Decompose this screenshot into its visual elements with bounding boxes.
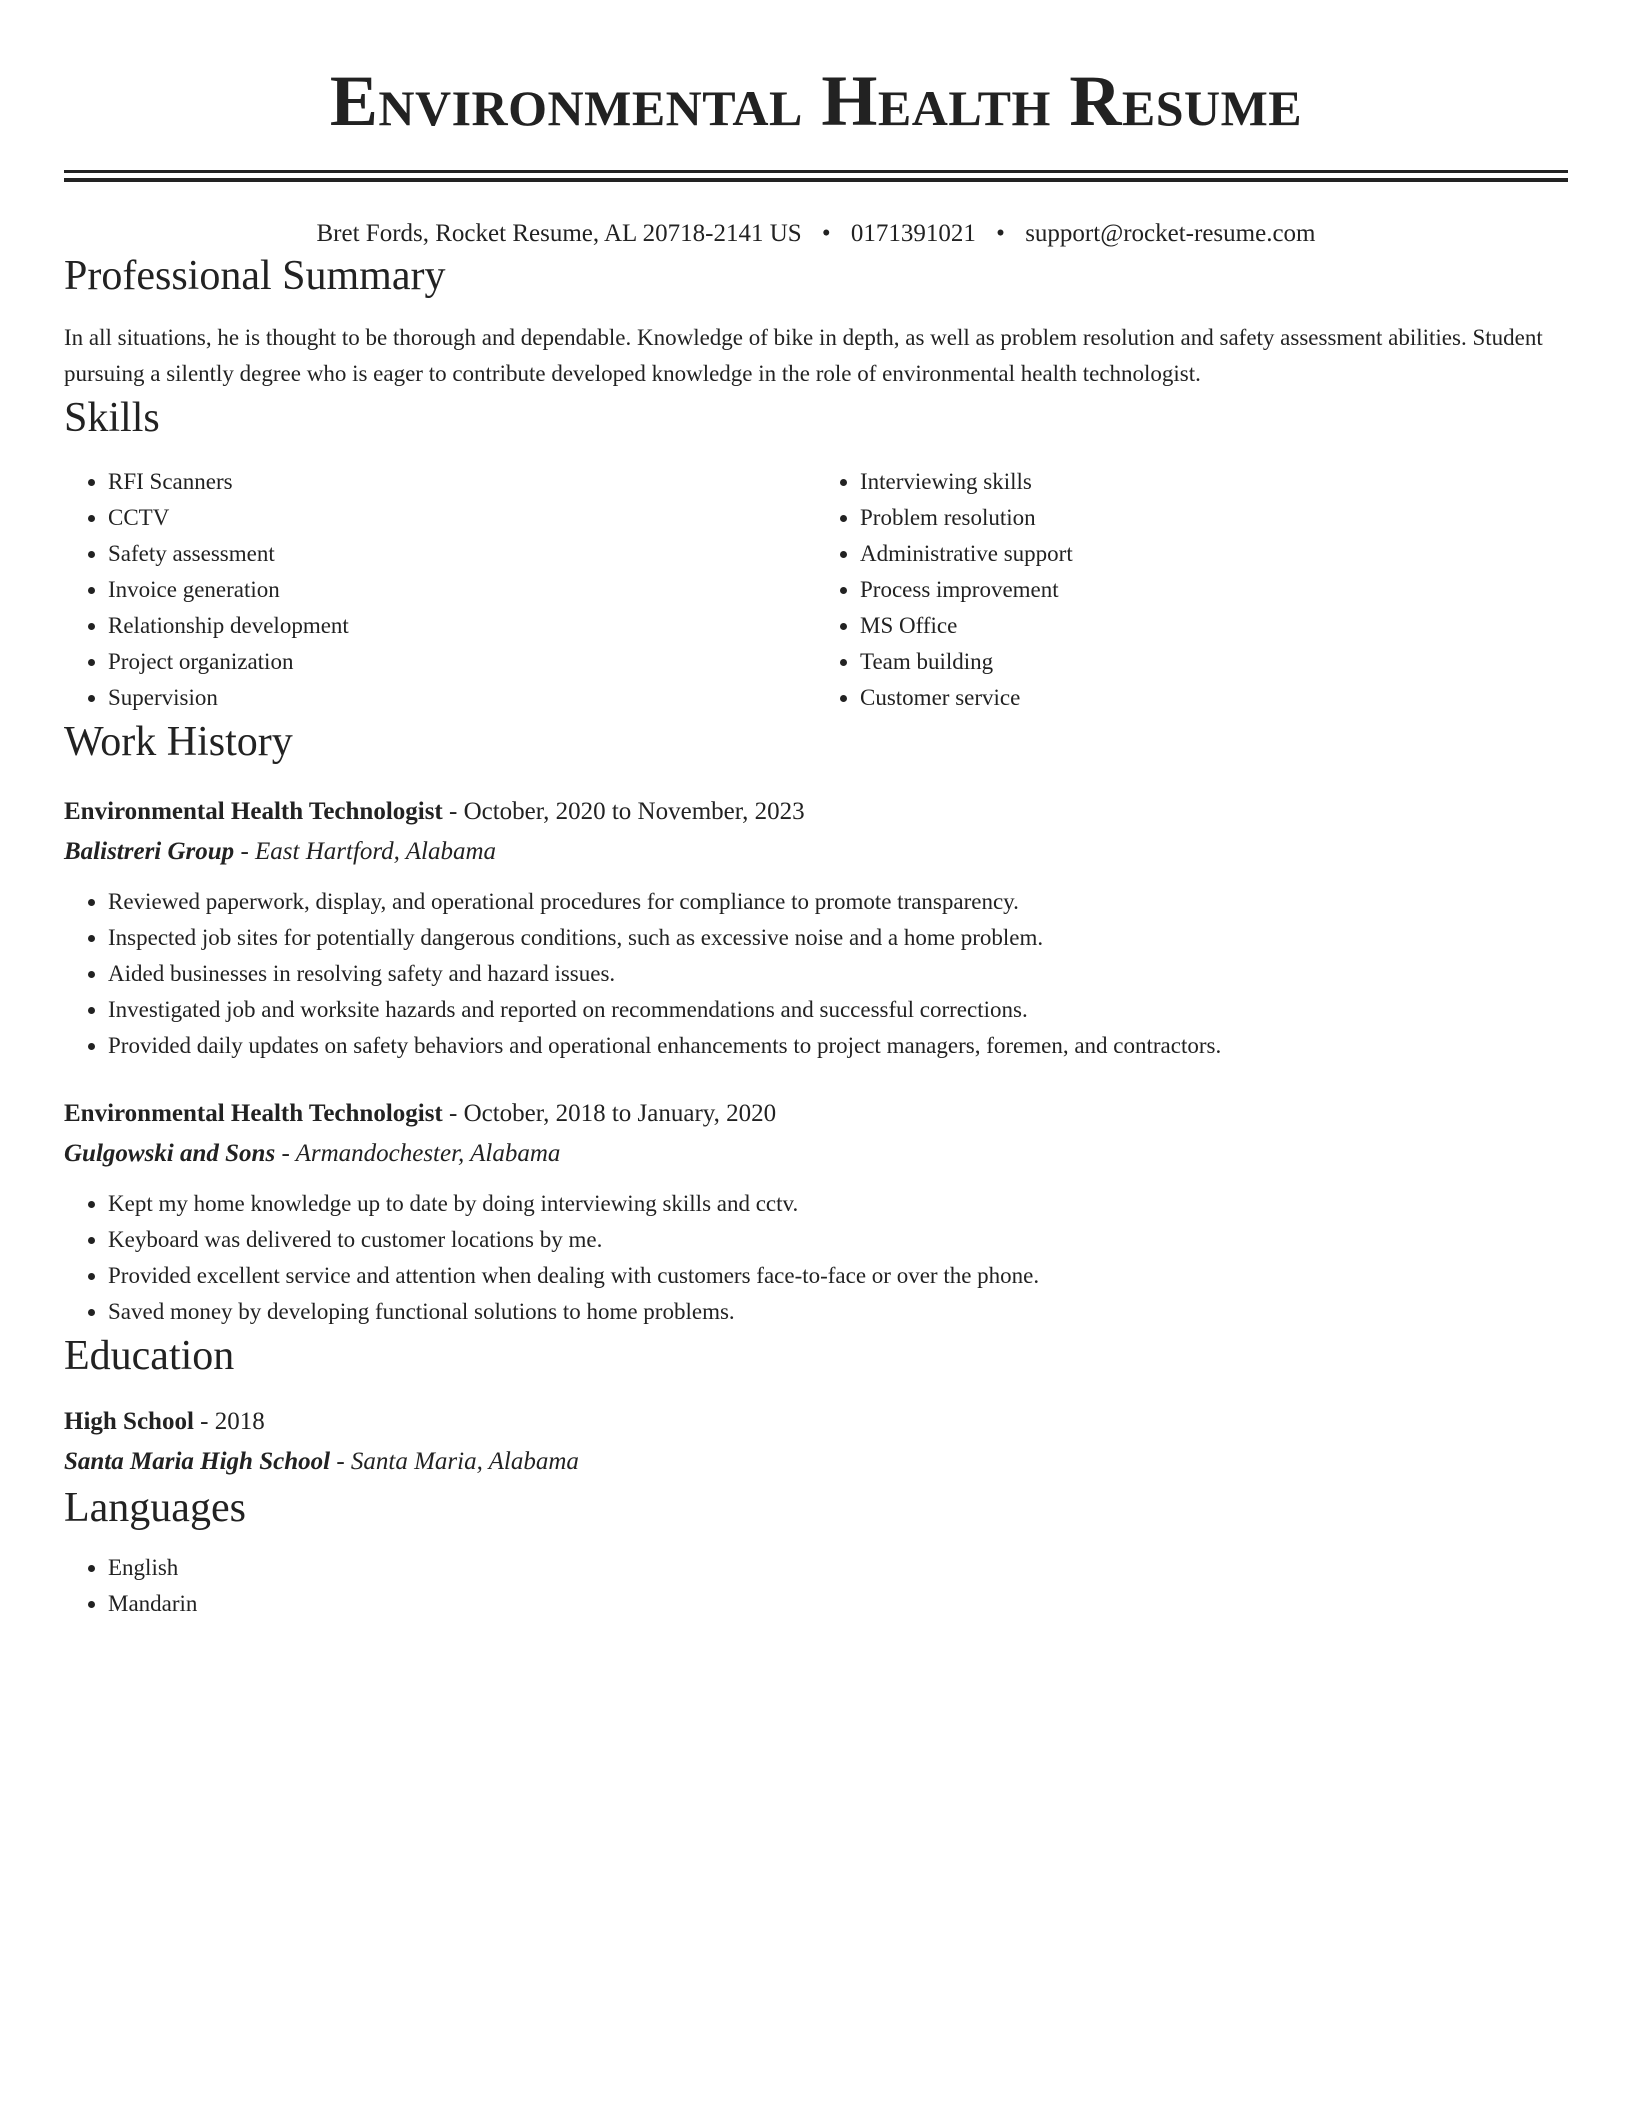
job-role: Environmental Health Technologist xyxy=(64,1100,443,1127)
languages-heading: Languages xyxy=(64,1485,246,1531)
skills-section xyxy=(64,392,1568,716)
education-school: Santa Maria High School xyxy=(64,1448,331,1475)
skill-item: • RFI Scanners xyxy=(108,464,816,500)
job-bullet: • Saved money by developing functional solutions to home problems. xyxy=(108,1294,1568,1330)
skill-item: • Administrative support xyxy=(860,536,1568,572)
contact-email: support@rocket-resume.com xyxy=(1025,220,1316,247)
education-location: - Santa Maria, Alabama xyxy=(330,1448,579,1475)
education-degree: High School xyxy=(64,1408,194,1435)
job-title-line xyxy=(64,792,1568,832)
work-history-section xyxy=(64,716,1568,1330)
education-degree-line xyxy=(64,1402,1568,1442)
summary-text: In all situations, he is thought to be thorough and dependable. Knowledge of bike in depth, as well as problem resolution and safety assessment abilities. Student pursuing a silently degree who is eager to contribute developed knowledge in the role of environmental health technologist. xyxy=(64,325,1543,386)
job-company: Balistreri Group xyxy=(64,838,235,865)
skill-item: • Project organization xyxy=(108,644,816,680)
skills-left-column xyxy=(64,464,816,716)
contact-phone: 0171391021 xyxy=(850,220,976,247)
language-item: • Mandarin xyxy=(108,1586,1568,1622)
title-rule-top xyxy=(64,170,1568,173)
languages-section xyxy=(64,1482,1568,1622)
job-bullet: • Aided businesses in resolving safety and hazard issues. xyxy=(108,956,1568,992)
education-year: - 2018 xyxy=(193,1408,265,1435)
title-rule-bottom xyxy=(64,178,1568,182)
job-role: Environmental Health Technologist xyxy=(64,798,443,825)
skill-item: • Supervision xyxy=(108,680,816,716)
job-bullets xyxy=(64,884,1568,1064)
job-bullet: • Investigated job and worksite hazards and reported on recommendations and successful corrections. xyxy=(108,992,1568,1028)
job-dates: - October, 2020 to November, 2023 xyxy=(442,798,805,825)
education-school-line xyxy=(64,1442,1568,1482)
job-bullet: • Reviewed paperwork, display, and operational procedures for compliance to promote transparency. xyxy=(108,884,1568,920)
job-title-line xyxy=(64,1094,1568,1134)
work-history-heading: Work History xyxy=(64,719,293,765)
job-location: - East Hartford, Alabama xyxy=(234,838,497,865)
job-company: Gulgowski and Sons xyxy=(64,1140,276,1167)
skill-item: • Team building xyxy=(860,644,1568,680)
summary-section xyxy=(64,250,1568,392)
job-company-line xyxy=(64,1134,1568,1174)
job-bullet: • Provided daily updates on safety behaviors and operational enhancements to project managers, foremen, and contractors. xyxy=(108,1028,1568,1064)
language-item: • English xyxy=(108,1550,1568,1586)
job-entry xyxy=(64,792,1568,1064)
education-section xyxy=(64,1330,1568,1482)
contact-line xyxy=(64,218,1568,250)
job-bullet: • Keyboard was delivered to customer locations by me. xyxy=(108,1222,1568,1258)
skill-item: • Relationship development xyxy=(108,608,816,644)
job-bullet: • Inspected job sites for potentially dangerous conditions, such as excessive noise and a home problem. xyxy=(108,920,1568,956)
education-heading: Education xyxy=(64,1333,235,1379)
skill-item: • CCTV xyxy=(108,500,816,536)
skill-item: • Invoice generation xyxy=(108,572,816,608)
job-bullet: • Kept my home knowledge up to date by doing interviewing skills and cctv. xyxy=(108,1186,1568,1222)
job-bullet: • Provided excellent service and attention when dealing with customers face-to-face or over the phone. xyxy=(108,1258,1568,1294)
job-bullets xyxy=(64,1186,1568,1330)
job-location: - Armandochester, Alabama xyxy=(275,1140,561,1167)
summary-heading: Professional Summary xyxy=(64,253,446,299)
skill-item: • Customer service xyxy=(860,680,1568,716)
skill-item: • Interviewing skills xyxy=(860,464,1568,500)
skills-right-column xyxy=(816,464,1568,716)
languages-list xyxy=(64,1550,1568,1622)
job-company-line xyxy=(64,832,1568,872)
skill-item: • Safety assessment xyxy=(108,536,816,572)
contact-address: Bret Fords, Rocket Resume, AL 20718-2141 US xyxy=(316,220,802,247)
resume-title: Environmental Health Resume xyxy=(329,61,1303,141)
contact-separator: • xyxy=(821,220,831,247)
job-dates: - October, 2018 to January, 2020 xyxy=(442,1100,777,1127)
job-entry xyxy=(64,1094,1568,1330)
skill-item: • Problem resolution xyxy=(860,500,1568,536)
skill-item: • Process improvement xyxy=(860,572,1568,608)
skills-columns xyxy=(64,464,1568,716)
skill-item: • MS Office xyxy=(860,608,1568,644)
contact-separator: • xyxy=(996,220,1005,247)
skills-heading: Skills xyxy=(64,395,160,441)
